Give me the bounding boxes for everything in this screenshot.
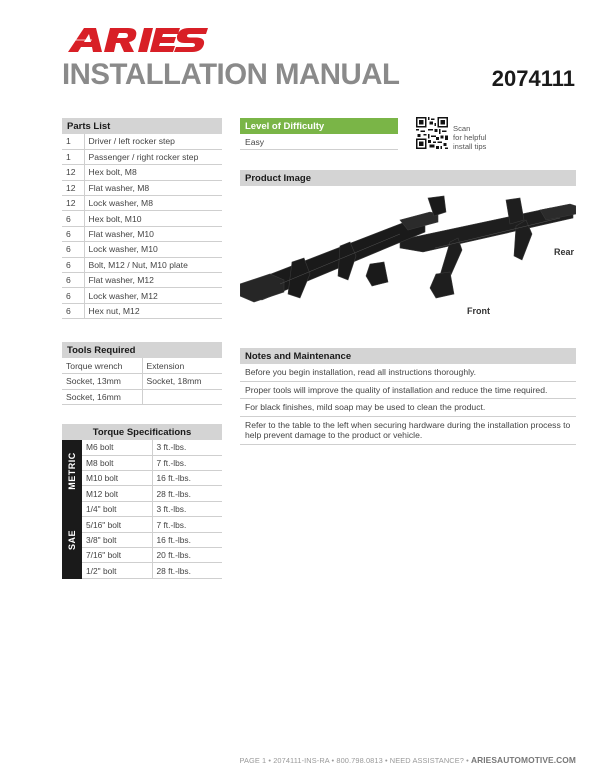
torque-row: [82, 502, 222, 517]
bolt-size: 5/16" bolt: [82, 517, 152, 532]
part-description: Hex bolt, M8: [84, 165, 222, 180]
parts-row: [62, 196, 222, 211]
part-description: Flat washer, M10: [84, 226, 222, 241]
part-qty: 12: [62, 196, 84, 211]
tools-row: [62, 389, 222, 405]
tool-item: [142, 389, 222, 405]
note-item: Refer to the table to the left when securing hardware during the installation process to help prevent damage to the product or vehicle.: [240, 417, 576, 445]
tools-row: [62, 374, 222, 390]
torque-value: 7 ft.-lbs.: [152, 455, 222, 470]
part-qty: 1: [62, 149, 84, 164]
part-qty: 6: [62, 226, 84, 241]
aries-logo: [62, 26, 212, 54]
torque-metric-group: [62, 440, 222, 502]
bolt-size: 1/4" bolt: [82, 502, 152, 517]
parts-row: [62, 149, 222, 164]
parts-row: [62, 288, 222, 303]
rocker-steps-illustration: [240, 190, 576, 330]
torque-value: 28 ft.-lbs.: [152, 486, 222, 501]
parts-row: [62, 257, 222, 272]
tools-required: [62, 342, 222, 405]
torque-value: 16 ft.-lbs.: [152, 532, 222, 547]
difficulty-panel: [240, 118, 398, 150]
part-description: Lock washer, M10: [84, 242, 222, 257]
parts-list-table: [62, 134, 222, 319]
bolt-size: M12 bolt: [82, 486, 152, 501]
notes-maintenance: [240, 348, 576, 445]
torque-value: 16 ft.-lbs.: [152, 471, 222, 486]
tools-table: [62, 358, 222, 405]
torque-row: [82, 486, 222, 501]
torque-row: [82, 471, 222, 486]
product-image-panel: [240, 170, 576, 186]
qr-caption: Scan for helpful install tips: [453, 124, 487, 151]
part-qty: 6: [62, 288, 84, 303]
note-item: Proper tools will improve the quality of installation and reduce the time required.: [240, 382, 576, 400]
part-number: 2074111: [491, 66, 575, 91]
parts-row: [62, 303, 222, 318]
rear-label: Rear: [554, 247, 575, 257]
bolt-size: 3/8" bolt: [82, 532, 152, 547]
page-title: INSTALLATION MANUAL: [62, 58, 400, 91]
torque-value: 20 ft.-lbs.: [152, 548, 222, 563]
part-qty: 6: [62, 257, 84, 272]
parts-row: [62, 226, 222, 241]
part-qty: 12: [62, 165, 84, 180]
part-description: Lock washer, M12: [84, 288, 222, 303]
parts-row: [62, 165, 222, 180]
bolt-size: M10 bolt: [82, 471, 152, 486]
tools-row: [62, 358, 222, 374]
part-qty: 1: [62, 134, 84, 149]
parts-row: [62, 211, 222, 226]
torque-sae-group: [62, 502, 222, 579]
torque-row: [82, 563, 222, 578]
tool-item: Extension: [142, 358, 222, 374]
tool-item: Socket, 18mm: [142, 374, 222, 390]
bolt-size: M6 bolt: [82, 440, 152, 455]
part-qty: 6: [62, 273, 84, 288]
footer-info: PAGE 1 • 2074111-INS-RA • 800.798.0813 • NEED ASSISTANCE? •: [239, 756, 469, 765]
torque-value: 7 ft.-lbs.: [152, 517, 222, 532]
qr-code-icon[interactable]: [416, 117, 448, 149]
tool-item: Socket, 13mm: [62, 374, 142, 390]
part-description: Hex bolt, M10: [84, 211, 222, 226]
part-description: Driver / left rocker step: [84, 134, 222, 149]
notes-heading: Notes and Maintenance: [240, 348, 576, 364]
parts-row: [62, 134, 222, 149]
torque-specifications: [62, 424, 222, 579]
part-description: Bolt, M12 / Nut, M10 plate: [84, 257, 222, 272]
front-label: Front: [467, 306, 490, 316]
torque-value: 28 ft.-lbs.: [152, 563, 222, 578]
torque-sae-table: [82, 502, 222, 579]
tool-item: Torque wrench: [62, 358, 142, 374]
torque-row: [82, 455, 222, 470]
footer-website-link[interactable]: ARIESAUTOMOTIVE.COM: [470, 755, 576, 765]
difficulty-heading: Level of Difficulty: [240, 118, 398, 134]
parts-row: [62, 180, 222, 195]
torque-row: [82, 440, 222, 455]
tool-item: Socket, 16mm: [62, 389, 142, 405]
tools-heading: Tools Required: [62, 342, 222, 358]
parts-row: [62, 242, 222, 257]
part-description: Passenger / right rocker step: [84, 149, 222, 164]
metric-side-label: METRIC: [62, 440, 82, 502]
part-description: Hex nut, M12: [84, 303, 222, 318]
torque-row: [82, 517, 222, 532]
part-qty: 6: [62, 242, 84, 257]
torque-value: 3 ft.-lbs.: [152, 502, 222, 517]
difficulty-value: Easy: [240, 134, 398, 150]
parts-list-heading: Parts List: [62, 118, 222, 134]
bolt-size: M8 bolt: [82, 455, 152, 470]
part-description: Flat washer, M8: [84, 180, 222, 195]
bolt-size: 7/16" bolt: [82, 548, 152, 563]
sae-side-label: SAE: [62, 502, 82, 579]
page-footer: [239, 755, 576, 765]
torque-metric-table: [82, 440, 222, 502]
note-item: Before you begin installation, read all instructions thoroughly.: [240, 364, 576, 382]
torque-row: [82, 532, 222, 547]
product-image-heading: Product Image: [240, 170, 576, 186]
torque-heading: Torque Specifications: [62, 424, 222, 440]
torque-row: [82, 548, 222, 563]
note-item: For black finishes, mild soap may be used to clean the product.: [240, 399, 576, 417]
parts-row: [62, 273, 222, 288]
parts-list: [62, 118, 222, 319]
torque-value: 3 ft.-lbs.: [152, 440, 222, 455]
part-qty: 6: [62, 303, 84, 318]
bolt-size: 1/2" bolt: [82, 563, 152, 578]
part-description: Lock washer, M8: [84, 196, 222, 211]
part-description: Flat washer, M12: [84, 273, 222, 288]
part-qty: 6: [62, 211, 84, 226]
part-qty: 12: [62, 180, 84, 195]
